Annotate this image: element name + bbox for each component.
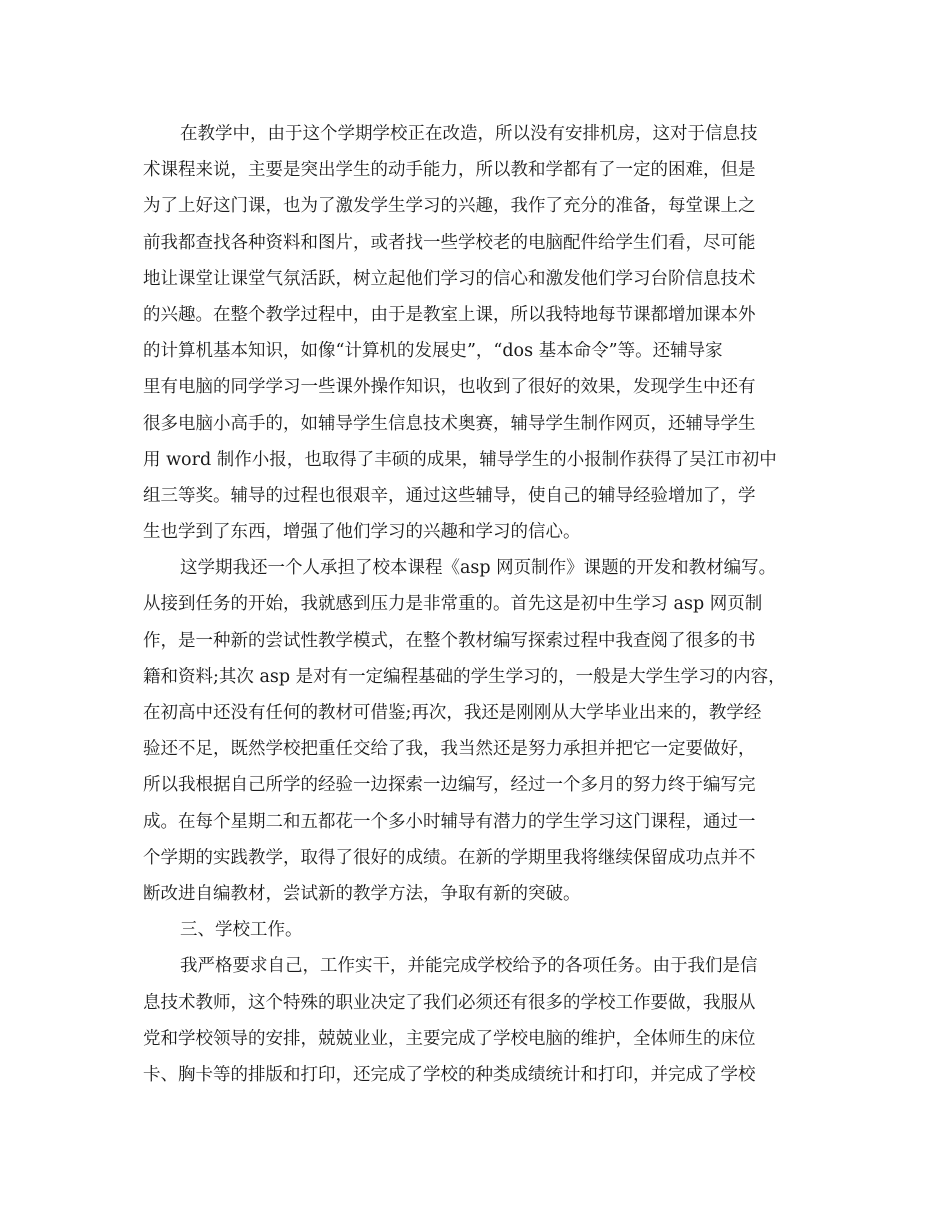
text-line: 这学期我还一个人承担了校本课程《asp 网页制作》课题的开发和教材编写。 — [180, 558, 777, 579]
text-line: 息技术教师，这个特殊的职业决定了我们必须还有很多的学校工作要做，我服从 — [143, 992, 756, 1013]
text-line: 从接到任务的开始，我就感到压力是非常重的。首先这是初中生学习 asp 网页制 — [143, 594, 763, 615]
text-line: 为了上好这门课，也为了激发学生学习的兴趣，我作了充分的准备，每堂课上之 — [143, 196, 756, 217]
text-line: 三、学校工作。 — [180, 920, 303, 941]
text-line: 在初高中还没有任何的教材可借鉴;再次，我还是刚刚从大学毕业出来的，教学经 — [143, 703, 762, 723]
text-line: 所以我根据自己所学的经验一边探索一边编写，经过一个多月的努力终于编写完 — [143, 775, 756, 796]
text-line: 用 word 制作小报，也取得了丰硕的成果，辅导学生的小报制作获得了吴江市初中 — [143, 449, 777, 470]
text-line: 成。在每个星期二和五都花一个多小时辅导有潜力的学生学习这门课程，通过一 — [143, 811, 756, 832]
text-line: 的兴趣。在整个教学过程中，由于是教室上课，所以我特地每节课都增加课本外 — [143, 304, 756, 325]
text-line: 籍和资料;其次 asp 是对有一定编程基础的学生学习的，一般是大学生学习的内容， — [143, 666, 786, 687]
text-line: 组三等奖。辅导的过程也很艰辛，通过这些辅导，使自己的辅导经验增加了，学 — [143, 485, 756, 506]
text-line: 很多电脑小高手的，如辅导学生信息技术奥赛，辅导学生制作网页，还辅导学生 — [143, 413, 756, 434]
text-line: 我严格要求自己，工作实干，并能完成学校给予的各项任务。由于我们是信 — [180, 956, 758, 977]
text-line: 生也学到了东西，增强了他们学习的兴趣和学习的信心。 — [143, 522, 581, 543]
text-line: 前我都查找各种资料和图片，或者找一些学校老的电脑配件给学生们看，尽可能 — [143, 232, 756, 253]
document-body — [143, 116, 823, 1093]
text-line: 党和学校领导的安排，兢兢业业，主要完成了学校电脑的维护，全体师生的床位 — [143, 1028, 756, 1049]
text-line: 断改进自编教材，尝试新的教学方法，争取有新的突破。 — [143, 883, 581, 904]
text-line: 在教学中，由于这个学期学校正在改造，所以没有安排机房，这对于信息技 — [180, 124, 758, 144]
text-line: 里有电脑的同学学习一些课外操作知识，也收到了很好的效果，发现学生中还有 — [143, 377, 756, 398]
text-line: 的计算机基本知识，如像“计算机的发展史”，“dos 基本命令”等。还辅导家 — [143, 341, 723, 362]
text-line: 作，是一种新的尝试性教学模式，在整个教材编写探索过程中我查阅了很多的书 — [143, 630, 756, 651]
text-line: 个学期的实践教学，取得了很好的成绩。在新的学期里我将继续保留成功点并不 — [143, 847, 756, 868]
text-line: 术课程来说，主要是突出学生的动手能力，所以教和学都有了一定的困难，但是 — [143, 160, 756, 181]
text-line: 地让课堂让课堂气氛活跃，树立起他们学习的信心和激发他们学习台阶信息技术 — [143, 268, 756, 289]
text-line: 验还不足，既然学校把重任交给了我，我当然还是努力承担并把它一定要做好， — [143, 739, 756, 760]
text-line: 卡、胸卡等的排版和打印，还完成了学校的种类成绩统计和打印，并完成了学校 — [143, 1064, 756, 1085]
